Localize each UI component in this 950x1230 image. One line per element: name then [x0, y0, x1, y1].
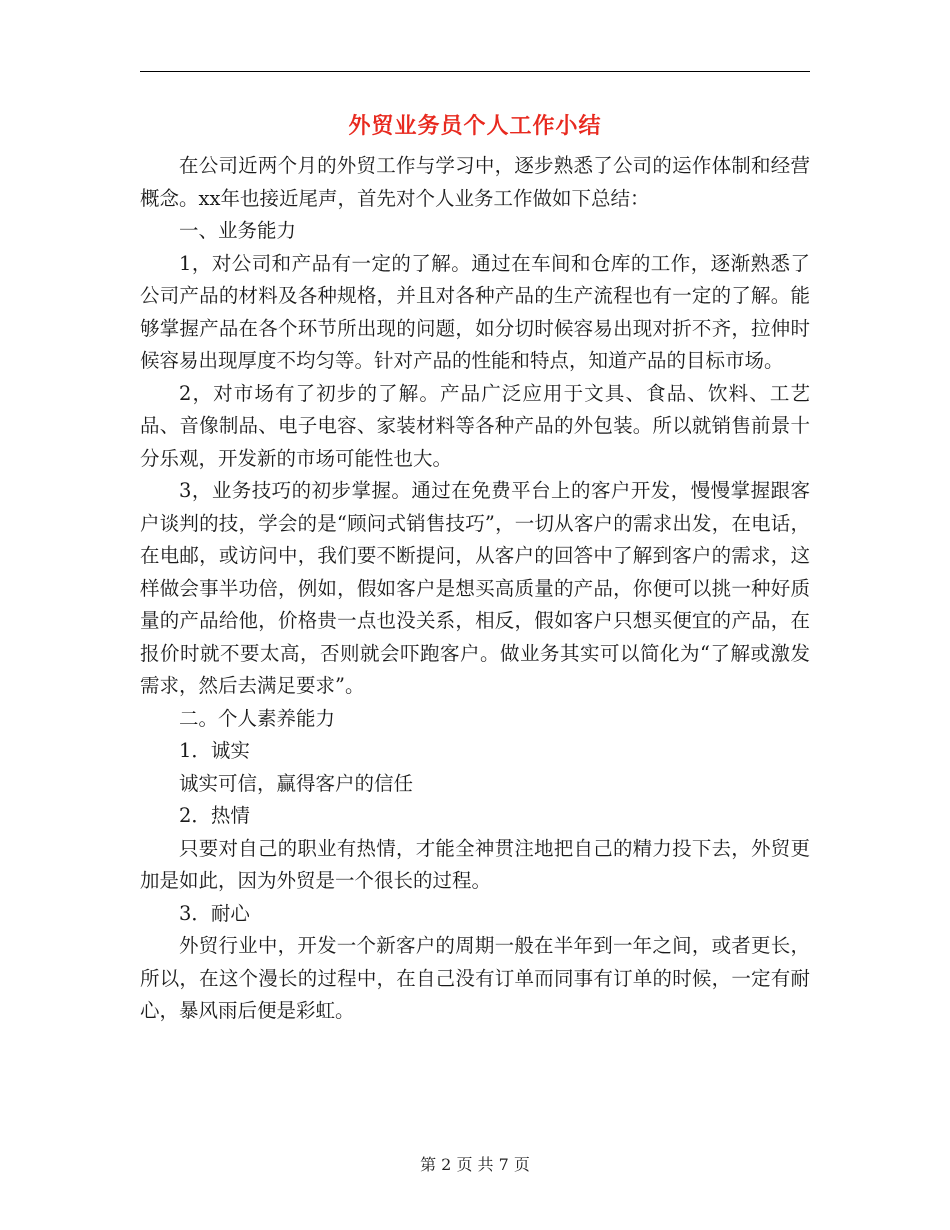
document-body [140, 150, 810, 1028]
header-rule [140, 71, 810, 72]
document-title: 外贸业务员个人工作小结 [348, 113, 602, 139]
paragraph-honesty: 诚实可信，赢得客户的信任 [179, 771, 414, 795]
paragraph-company-products: 1，对公司和产品有一定的了解。通过在车间和仓库的工作，逐渐熟悉了公司产品的材料及各种规格，并且对各种产品的生产流程也有一定的了解。能够掌握产品在各个环节所出现的问题，如分切时候容易出现对折不齐，拉伸时候容易出现厚度不均匀等。针对产品的性能和特点，知道产品的目标市场。 [140, 251, 810, 372]
subheading-patience: 3．耐心 [179, 901, 250, 925]
section-heading-business-ability: 一、业务能力 [179, 219, 297, 242]
subheading-enthusiasm: 2．热情 [179, 804, 250, 827]
paragraph-business-skills: 3，业务技巧的初步掌握。通过在免费平台上的客户开发，慢慢掌握跟客户谈判的技，学会的是“顾问式销售技巧”，一切从客户的需求出发，在电话，在电邮，或访问中，我们要不断提问，从客户的回答中了解到客户的需求，这样做会事半功倍，例如，假如客户是想买高质量的产品，你便可以挑一种好质量的产品给他，价格贵一点也没关系，相反，假如客户只想买便宜的产品，在报价时就不要太高，否则就会吓跑客户。做业务其实可以简化为“了解或激发需求，然后去满足要求”。 [140, 479, 810, 697]
subheading-honesty: 1．诚实 [179, 739, 250, 762]
section-heading-personal-quality: 二。个人素养能力 [179, 706, 336, 730]
paragraph-patience: 外贸行业中，开发一个新客户的周期一般在半年到一年之间，或者更长，所以，在这个漫长的过程中，在自己没有订单而同事有订单的时候，一定有耐心，暴风雨后便是彩虹。 [140, 934, 810, 1022]
page-number-footer: 第 2 页 共 7 页 [420, 1155, 530, 1174]
paragraph-intro: 在公司近两个月的外贸工作与学习中，逐步熟悉了公司的运作体制和经营概念。xx年也接近尾声，首先对个人业务工作做如下总结： [140, 154, 810, 210]
paragraph-market: 2，对市场有了初步的了解。产品广泛应用于文具、食品、饮料、工艺品、音像制品、电子电容、家装材料等各种产品的外包装。所以就销售前景十分乐观，开发新的市场可能性也大。 [140, 381, 810, 470]
paragraph-enthusiasm: 只要对自己的职业有热情，才能全神贯注地把自己的精力投下去，外贸更加是如此，因为外贸是一个很长的过程。 [140, 836, 810, 892]
